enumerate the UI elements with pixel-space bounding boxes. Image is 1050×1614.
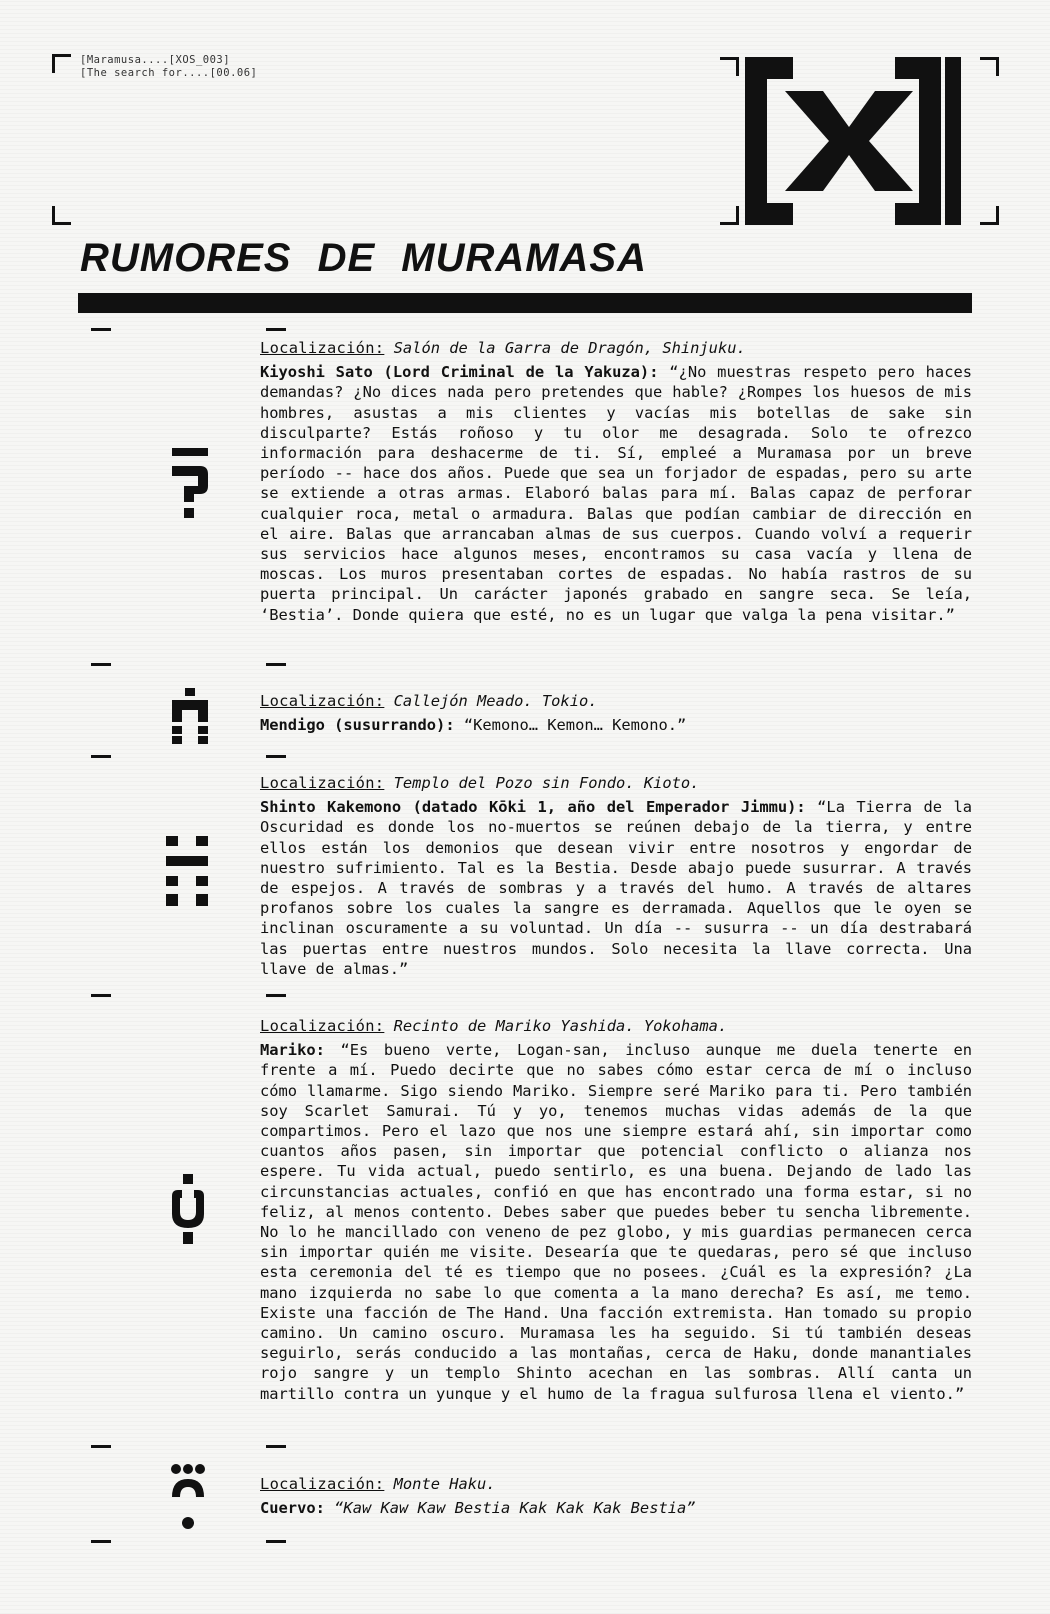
separator-dash [91, 328, 111, 331]
logo-corner-bottom-right [980, 206, 999, 225]
rumor-entry [260, 338, 972, 625]
entry-body [260, 797, 972, 979]
entry-body [260, 1498, 972, 1518]
frame-corner-bottom-left [52, 206, 71, 225]
stacked-bars-glyph-icon [170, 688, 210, 744]
rumor-entry [260, 773, 972, 979]
quote-text: “Kaw Kaw Kaw Bestia Kak Kak Kak Bestia” [334, 1499, 696, 1518]
separator-dash [91, 663, 111, 666]
logo-corner-bottom-left [720, 206, 739, 225]
location-label: Localización: [260, 692, 385, 710]
entry-body [260, 362, 972, 625]
location-value: Templo del Pozo sin Fondo. Kioto. [393, 774, 700, 792]
separator-dash [266, 663, 286, 666]
separator-dash [266, 1540, 286, 1543]
circle-bar-glyph-icon [168, 1174, 208, 1246]
location-line [260, 338, 972, 358]
logo-corner-top-left [720, 57, 739, 76]
location-line [260, 1474, 972, 1494]
dots-arch-glyph-icon [168, 1463, 208, 1533]
location-line [260, 773, 972, 793]
meta-line-2: [The search for....[00.06] [80, 67, 258, 79]
location-value: Recinto de Mariko Yashida. Yokohama. [393, 1017, 728, 1035]
page-title: RUMORES DE MURAMASA [80, 236, 647, 280]
speaker-name: Mendigo (susurrando): [260, 716, 455, 735]
separator-dash [266, 328, 286, 331]
title-bar [78, 293, 972, 313]
speaker-name: Kiyoshi Sato (Lord Criminal de la Yakuza): [260, 363, 659, 382]
quote-text: “Kemono… Kemon… Kemono.” [463, 716, 687, 735]
entry-body [260, 1040, 972, 1404]
location-value: Salón de la Garra de Dragón, Shinjuku. [393, 339, 746, 357]
separator-dash [91, 994, 111, 997]
logo-corner-top-right [980, 57, 999, 76]
separator-dash [91, 1445, 111, 1448]
rumor-entry [260, 1474, 972, 1518]
rumor-entry [260, 691, 972, 735]
separator-dash [266, 994, 286, 997]
entry-body [260, 715, 972, 735]
rumor-entry [260, 1016, 972, 1404]
separator-dash [91, 1540, 111, 1543]
speaker-name: Cuervo: [260, 1499, 325, 1518]
speaker-name: Mariko: [260, 1041, 325, 1060]
location-label: Localización: [260, 339, 385, 357]
question-mark-glyph-icon [170, 448, 210, 520]
quote-text: “La Tierra de la Oscuridad es donde los no-muertos se reúnen debajo de la tierra, y entre ellos están los demonios que desean vivir entre nosotros y engordar de nuestro sufrimiento. Tal es la Bestia. Desde abajo puede susurrar. A través de espejos. A través de sombras y a través del humo. A través de altares profanos sobre los cuales la sangre es derramada. Aquellos que le oyen se inclinan oscuramente a su voluntad. Un día -- susurra -- un día destrabará las puertas entre nuestros mundos. Solo necesita la llave correcta. Una llave de almas.” [260, 798, 972, 978]
location-label: Localización: [260, 1017, 385, 1035]
quote-text: “¿No muestras respeto pero haces demandas? ¿No dices nada pero pretendes que hable? ¿Rompes los huesos de mis hombres, asustas a mis clientes y vacías mis botellas de sake sin disculparte? Estás roñoso y tu olor me desagrada. Solo te ofrezco información para deshacerme de ti. Sí, empleé a Muramasa por un breve período -- hace dos años. Puede que sea un forjador de espadas, pero su arte se extiende a otras armas. Elaboró balas para mí. Balas capaz de perforar cualquier roca, metal o armadura. Balas que podían cambiar de dirección en el aire. Balas que arrancaban almas de sus cuerpos. Cuando volví a requerir sus servicios hace algunos meses, encontramos su casa vacía y llena de moscas. Los muros presentaban cortes de espadas. No había rastros de su puerta principal. Un carácter japonés grabado en sangre seca. Se leía, ‘Bestia’. Donde quiera que esté, no es un lugar que valga la pena visitar.” [260, 363, 973, 624]
location-line [260, 1016, 972, 1036]
separator-dash [91, 755, 111, 758]
block-grid-glyph-icon [166, 836, 210, 908]
location-line [260, 691, 972, 711]
location-value: Callejón Meado. Tokio. [393, 692, 598, 710]
separator-dash [266, 755, 286, 758]
location-label: Localización: [260, 1475, 385, 1493]
location-value: Monte Haku. [393, 1475, 496, 1493]
quote-text: “Es bueno verte, Logan-san, incluso aunque me duela tenerte en frente a mí. Puedo decirte que no sabes cómo estar cerca de mí o incluso cómo llamarme. Sigo siendo Mariko. Siempre seré Mariko para ti. Pero también soy Scarlet Samurai. Tú y yo, tenemos muchas vidas además de la que compartimos. Pero el lazo que nos une siempre estará ahí, sin importar como cuantos años pasen, sin importar que potencial conflicto o alianza nos espere. Tu vida actual, puedo sentirlo, es una buena. Dejando de lado las circunstancias actuales, confió en que has encontrado una forma estar, si no feliz, al menos contento. Debes saber que puedes beber tu sencha libremente. No lo he mancillado con veneno de pez globo, y mis guardias permanecen cerca sin importar quién me visite. Desearía que te quedaras, pero sé que incluso esta ceremonia del té es tiempo que no posees. ¿Cuál es la expresión? ¿La mano izquierda no sabe lo que comenta a la mano derecha? Es así, me temo. Existe una facción de The Hand. Una facción extremista. Han tomado su propio camino. Un camino oscuro. Muramasa les ha seguido. Si tú también deseas seguirlo, serás conducido a las montañas, cerca de Haku, donde manantiales rojo sangre y un templo Shinto acechan en las sombras. Allí canta un martillo contra un yunque y el humo de la fragua sulfurosa llena el viento.” [260, 1041, 972, 1403]
speaker-name: Shinto Kakemono (datado Kōki 1, año del Emperador Jimmu): [260, 798, 806, 817]
separator-dash [266, 1445, 286, 1448]
header-meta [80, 54, 257, 80]
location-label: Localización: [260, 774, 385, 792]
meta-line-1: [Maramusa....[XOS_003] [80, 54, 231, 66]
xos-logo-icon [745, 57, 965, 225]
frame-corner-top-left [52, 54, 71, 73]
